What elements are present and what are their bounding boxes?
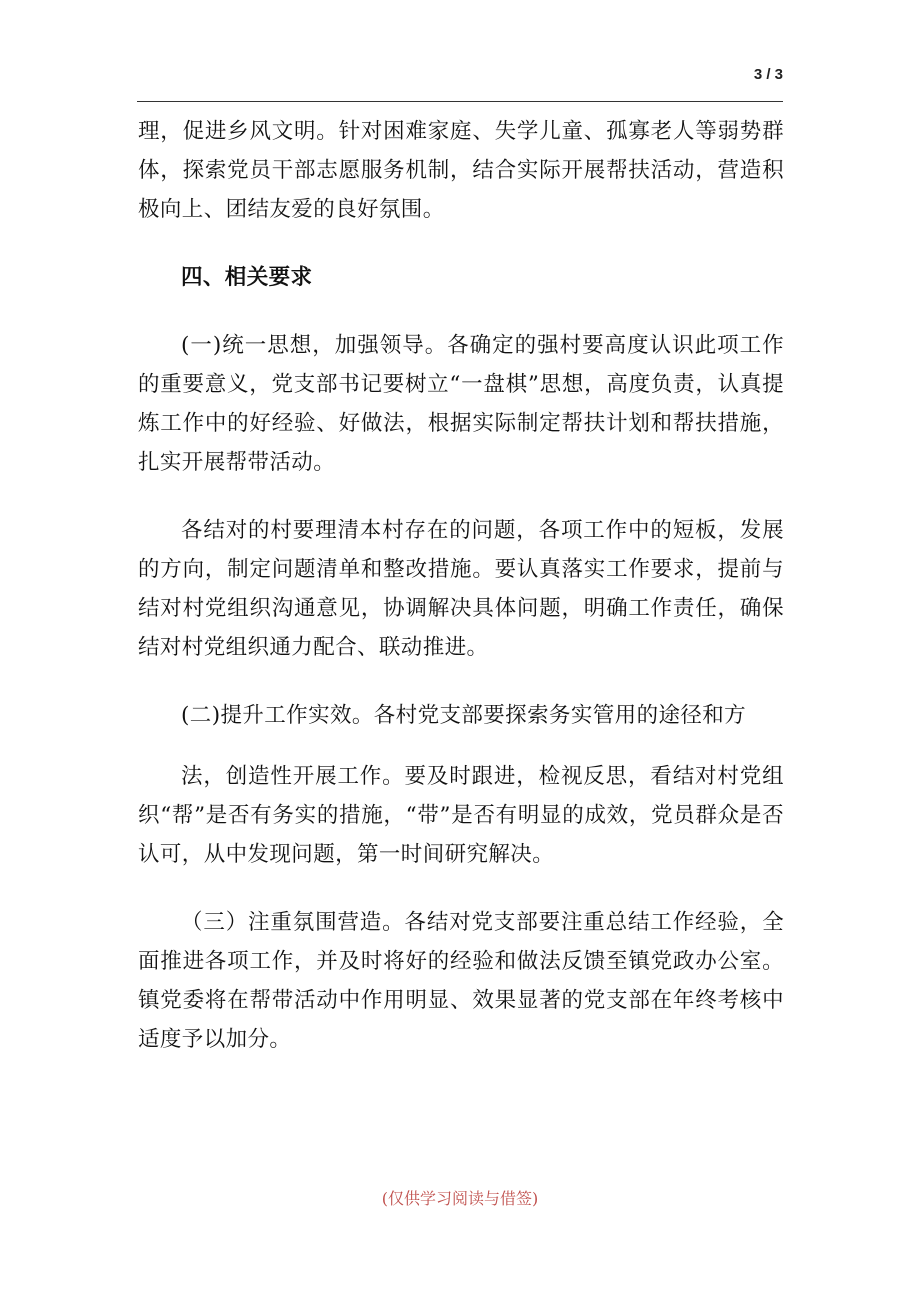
page-number: 3 / 3: [753, 66, 783, 83]
paragraph-paired-villages: 各结对的村要理清本村存在的问题，各项工作中的短板，发展的方向，制定问题清单和整改措施。要认真落实工作要求，提前与结对村党组织沟通意见，协调解决具体问题，明确工作责任，确保结对村党组织通力配合、联动推进。: [138, 518, 784, 660]
footer-note: (仅供学习阅读与借签): [381, 1189, 539, 1208]
paragraph-atmosphere: （三）注重氛围营造。各结对党支部要注重总结工作经验，全面推进各项工作，并及时将好的经验和做法反馈至镇党政办公室。镇党委将在帮带活动中作用明显、效果显著的党支部在年终考核中适度予以加分。: [138, 910, 784, 1052]
paragraph-creative-work: 法，创造性开展工作。要及时跟进，检视反思，看结对村党组织“帮”是否有务实的措施，“带”是否有明显的成效，党员群众是否认可，从中发现问题，第一时间研究解决。: [138, 764, 784, 867]
header-divider: [137, 101, 783, 102]
section-heading-requirements: 四、相关要求: [181, 265, 313, 290]
document-body: [138, 112, 784, 1088]
paragraph-improve-effectiveness: (二)提升工作实效。各村党支部要探索务实管用的途径和方: [181, 703, 747, 728]
paragraph-unify-thinking: (一)统一思想，加强领导。各确定的强村要高度认识此项工作的重要意义，党支部书记要树立“一盘棋”思想，高度负责，认真提炼工作中的好经验、好做法，根据实际制定帮扶计划和帮扶措施，扎实开展帮带活动。: [138, 333, 784, 475]
paragraph-continuation: 理，促进乡风文明。针对困难家庭、失学儿童、孤寡老人等弱势群体，探索党员干部志愿服务机制，结合实际开展帮扶活动，营造积极向上、团结友爱的良好氛围。: [138, 119, 784, 222]
